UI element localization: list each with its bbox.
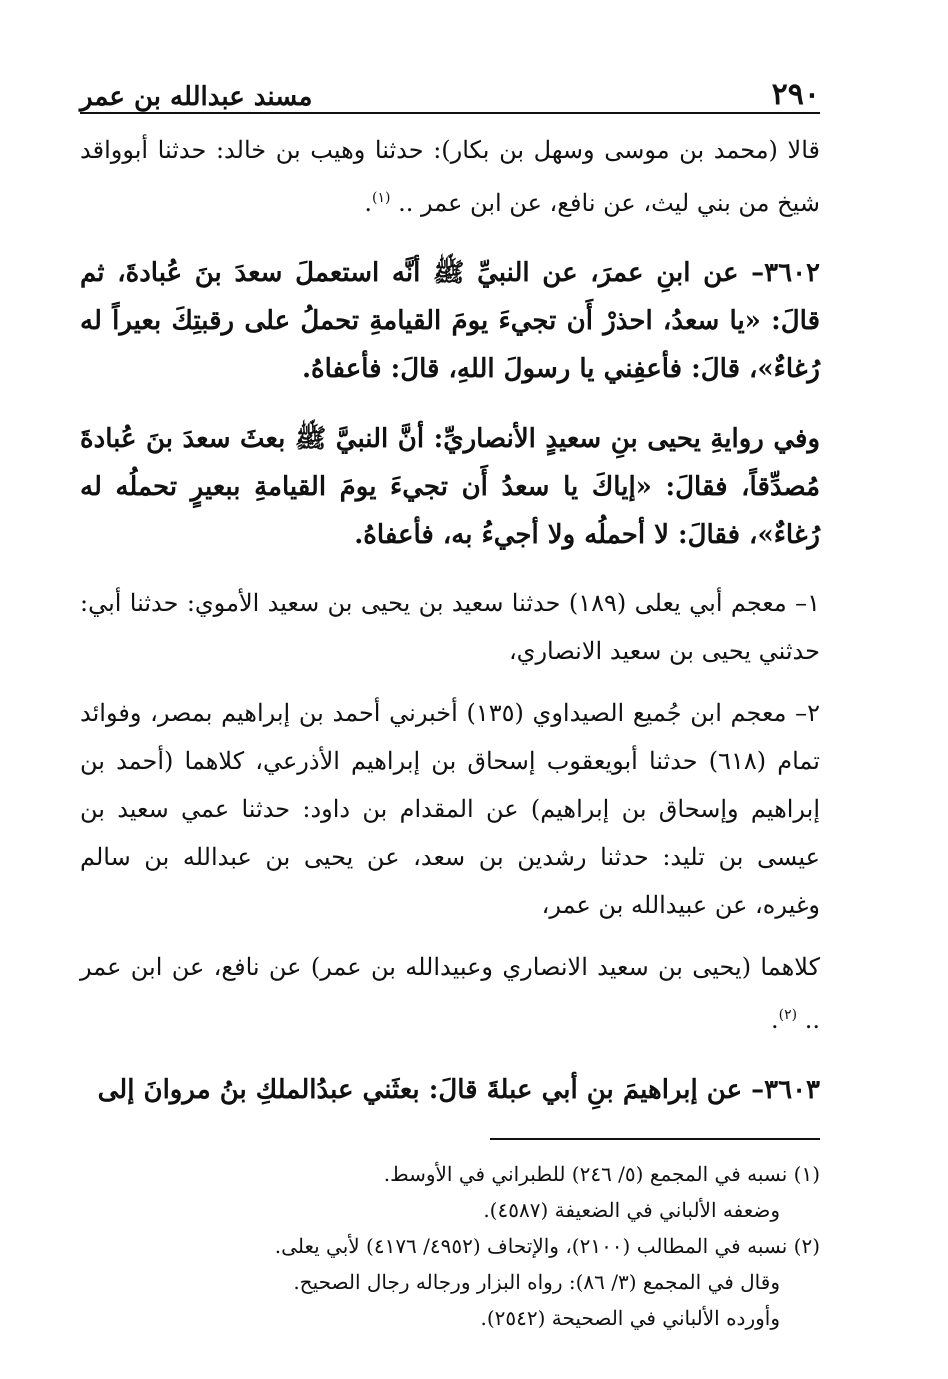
page-number: ٢٩٠ xyxy=(771,77,820,112)
footnote-marker-2: (٢) xyxy=(778,1007,798,1023)
footnote-1: (١) نسبه في المجمع (٥/ ٢٤٦) للطبراني في الأوسط. xyxy=(383,1162,820,1186)
source-2: ٢– معجم ابن جُميع الصيداوي (١٣٥) أخبرني أحمد بن إبراهيم بمصر، وفوائد تمام (٦١٨) حدثنا أبويعقوب إسحاق بن إبراهيم الأذرعي، كلاهما (أحمد بن إبراهيم وإسحاق بن إبراهيم) عن المقدام بن داود: حدثنا عمي سعيد بن عيسى بن تليد: حدثنا رشدين بن سعد، عن يحيى بن عبدالله بن سالم وغيره، عن عبيدالله بن عمر، xyxy=(80,699,821,919)
source-3: كلاهما (يحيى بن سعيد الانصاري وعبيدالله بن عمر) عن نافع، عن ابن عمر .. $^{(٢)}$. xyxy=(80,953,820,1034)
source-3-text: كلاهما (يحيى بن سعيد الانصاري وعبيدالله بن عمر) عن نافع، عن ابن عمر .. xyxy=(80,953,820,1034)
footnote-2-cont: وأورده الألباني في الصحيحة (٢٥٤٢). xyxy=(480,1306,780,1330)
hadith-3602-variant: وفي روايةِ يحيى بنِ سعيدٍ الأنصاريِّ: أنَّ النبيَّ ﷺ بعثَ سعدَ بنَ عُبادةَ مُصدِّقاً، فقالَ: «إياكَ يا سعدُ أَن تجيءَ يومَ القيامةِ ببعيرٍ تحملُه له رُغاءٌ»، فقالَ: لا أحملُه ولا أجيءُ به، فأعفاهُ. xyxy=(80,424,820,550)
footnote-divider xyxy=(490,1138,820,1140)
isnad-paragraph: قالا (محمد بن موسى وسهل بن بكار): حدثنا وهيب بن خالد: حدثنا أبوواقد شيخ من بني ليث، عن نافع، عن ابن عمر .. $^{(١)}$. xyxy=(80,136,820,217)
footnotes xyxy=(80,1156,820,1336)
footnote-marker-1: (١) xyxy=(371,190,391,206)
hadith-3603: ٣٦٠٣– عن إبراهيمَ بنِ أبي عبلةَ قالَ: بعثَني عبدُالملكِ بنُ مروانَ إلى xyxy=(97,1075,820,1105)
source-1: ١– معجم أبي يعلى (١٨٩) حدثنا سعيد بن يحيى بن سعيد الأموي: حدثنا أبي: حدثني يحيى بن سعيد الانصاري، xyxy=(80,589,820,665)
hadith-3602: ٣٦٠٢– عن ابنِ عمرَ، عن النبيِّ ﷺ أنَّه استعملَ سعدَ بنَ عُبادةَ، ثم قالَ: «يا سعدُ، احذرْ أَن تجيءَ يومَ القيامةِ تحملُ على رقبتِكَ بعيراً له رُغاءٌ»، قالَ: فأعفِني يا رسولَ اللهِ، قالَ: فأعفاهُ. xyxy=(80,258,820,384)
page-header xyxy=(80,70,820,114)
running-title: مسند عبدالله بن عمر xyxy=(80,82,313,112)
footnote-2-cont: وقال في المجمع (٣/ ٨٦): رواه البزار ورجاله رجال الصحيح. xyxy=(293,1270,780,1294)
isnad-text: قالا (محمد بن موسى وسهل بن بكار): حدثنا وهيب بن خالد: حدثنا أبوواقد شيخ من بني ليث، عن نافع، عن ابن عمر .. xyxy=(80,136,820,217)
footnote-1-cont: وضعفه الألباني في الضعيفة (٤٥٨٧). xyxy=(483,1198,780,1222)
book-page xyxy=(80,70,820,1336)
footnote-2: (٢) نسبه في المطالب (٢١٠٠)، والإتحاف (٤٩٥٢/ ٤١٧٦) لأبي يعلى. xyxy=(274,1234,820,1258)
